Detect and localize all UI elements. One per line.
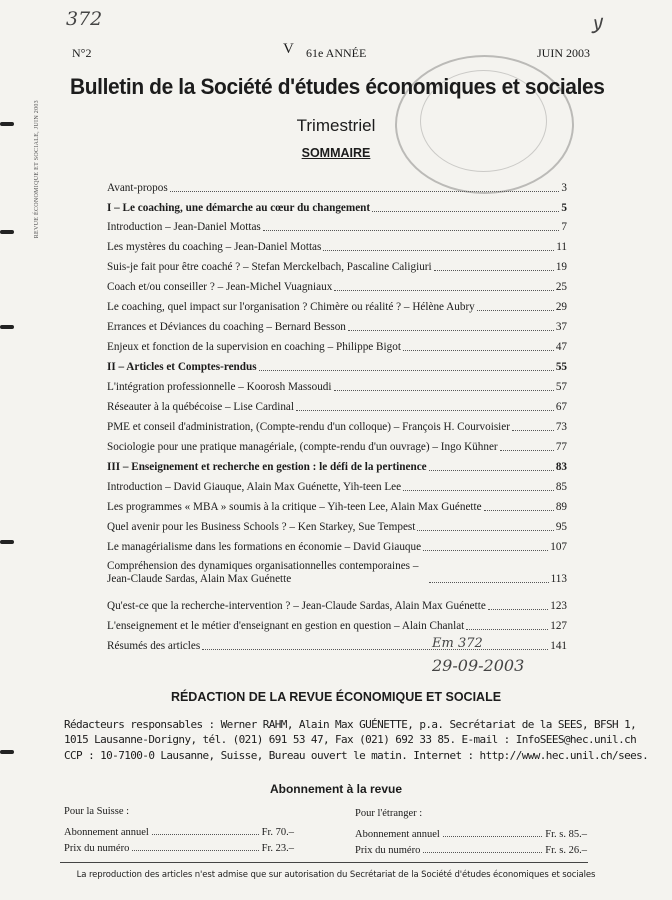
toc-leader <box>434 270 554 271</box>
toc-leader <box>512 430 554 431</box>
price-line <box>355 829 587 840</box>
toc-leader <box>500 450 554 451</box>
redaction-line: CCP : 10-7100-0 Lausanne, Suisse, Bureau ouvert le matin. Internet : http://www.hec.unil.ch/sees. <box>64 748 649 762</box>
price-value: Fr. 23.– <box>261 843 294 854</box>
toc-page: 47 <box>555 341 567 353</box>
toc-title: Avant-propos <box>107 182 168 194</box>
toc-page: 127 <box>550 620 567 632</box>
toc-entry <box>107 261 567 274</box>
toc-title: PME et conseil d'administration, (Compte-rendu d'un colloque) – François H. Courvoisier <box>107 421 510 433</box>
binder-hole <box>0 540 14 544</box>
price-value: Fr. s. 26.– <box>545 845 587 856</box>
toc-leader <box>429 582 549 583</box>
toc-entry <box>107 281 567 294</box>
price-line <box>64 843 294 854</box>
toc-title: Sociologie pour une pratique managériale, (compte-rendu d'un ouvrage) – Ingo Kühner <box>107 441 498 453</box>
toc-entry <box>107 560 567 586</box>
toc-page: 77 <box>555 441 567 453</box>
toc-section <box>107 202 567 215</box>
toc-page: 55 <box>555 361 567 373</box>
toc-leader <box>429 470 554 471</box>
year-label: 61e ANNÉE <box>306 46 367 60</box>
handwritten-stamp-number: Em 372 <box>432 636 483 651</box>
handwritten-arabic: لا <box>590 14 602 38</box>
checkmark: V <box>283 41 294 57</box>
toc-page: 5 <box>561 202 567 214</box>
toc-entry <box>107 321 567 334</box>
toc-title: L'enseignement et le métier d'enseignant en gestion en question – Alain Chanlat <box>107 620 465 632</box>
toc-entry <box>107 521 567 534</box>
toc-page: 7 <box>561 221 567 233</box>
toc-leader <box>170 191 560 192</box>
etranger-label: Pour l'étranger : <box>355 808 423 819</box>
toc-entry <box>107 341 567 354</box>
toc-section <box>107 361 567 374</box>
sommaire-heading: SOMMAIRE <box>301 146 371 160</box>
toc-entry <box>107 421 567 434</box>
binder-hole <box>0 230 14 234</box>
toc-leader <box>202 649 548 650</box>
toc-title: Le managérialisme dans les formations en économie – David Giauque <box>107 541 422 553</box>
toc-leader <box>477 310 554 311</box>
toc-title: Coach et/ou conseiller ? – Jean-Michel Vuagniaux <box>107 281 333 293</box>
toc-page: 113 <box>550 573 567 585</box>
side-journal-label: REVUE ÉCONOMIQUE ET SOCIALE, JUIN 2003 <box>34 100 40 239</box>
toc-page: 19 <box>555 261 567 273</box>
toc-leader <box>296 410 554 411</box>
toc-title: Introduction – Jean-Daniel Mottas <box>107 221 261 233</box>
toc-page: 123 <box>550 600 567 612</box>
subtitle: Trimestriel <box>296 116 376 135</box>
toc-title: Errances et Déviances du coaching – Bernard Besson <box>107 321 346 333</box>
toc-entry <box>107 441 567 454</box>
toc-page: 89 <box>555 501 567 513</box>
redaction-heading: RÉDACTION DE LA REVUE ÉCONOMIQUE ET SOCIALE <box>170 690 502 704</box>
toc-leader <box>263 230 560 231</box>
redaction-line: Rédacteurs responsables : Werner RAHM, Alain Max GUÉNETTE, p.a. Secrétariat de la SEES, BFSH 1, <box>64 718 637 731</box>
toc-leader <box>403 490 554 491</box>
toc-leader <box>259 370 554 371</box>
toc-entry <box>107 600 567 613</box>
footer-notice: La reproduction des articles n'est admise que sur autorisation du Secrétariat de la Société d'études économiques et sociales <box>76 870 596 880</box>
toc-title: L'intégration professionnelle – Koorosh Massoudi <box>107 381 332 393</box>
toc-entry <box>107 501 567 514</box>
price-line <box>355 845 587 856</box>
toc-title: Les programmes « MBA » soumis à la critique – Yih-teen Lee, Alain Max Guénette <box>107 501 482 513</box>
toc-leader <box>323 250 554 251</box>
toc-entry <box>107 182 567 195</box>
binder-hole <box>0 325 14 329</box>
toc-entry <box>107 481 567 494</box>
pricing-suisse <box>64 806 294 859</box>
price-line <box>64 827 294 838</box>
toc-leader <box>488 609 548 610</box>
toc-title: Le coaching, quel impact sur l'organisation ? Chimère ou réalité ? – Hélène Aubry <box>107 301 475 313</box>
toc-title: III – Enseignement et recherche en gestion : le défi de la pertinence <box>107 461 427 473</box>
toc-page: 85 <box>555 481 567 493</box>
handwritten-date: 29-09-2003 <box>432 656 525 675</box>
toc-leader <box>417 530 553 531</box>
toc-leader <box>348 330 554 331</box>
toc-page: 95 <box>555 521 567 533</box>
toc-entry <box>107 401 567 414</box>
price-item: Abonnement annuel <box>64 827 149 838</box>
issue-date: JUIN 2003 <box>537 46 590 60</box>
toc-entry <box>107 241 567 254</box>
toc-title: Quel avenir pour les Business Schools ? – Ken Starkey, Sue Tempest <box>107 521 416 533</box>
pricing-etranger <box>355 808 587 861</box>
toc-title: Résumés des articles <box>107 640 201 652</box>
toc-leader <box>334 390 554 391</box>
toc-title: Compréhension des dynamiques organisationnelles contemporaines – Jean-Claude Sardas, Alain Max Guénette <box>107 560 419 585</box>
toc-entry <box>107 381 567 394</box>
price-value: Fr. s. 85.– <box>545 829 587 840</box>
toc-page: 3 <box>561 182 567 194</box>
redaction-info <box>64 717 649 763</box>
handwritten-number: 372 <box>66 8 103 30</box>
toc-title: Suis-je fait pour être coaché ? – Stefan Merckelbach, Pascaline Caligiuri <box>107 261 432 273</box>
toc-title: I – Le coaching, une démarche au cœur du changement <box>107 202 371 214</box>
toc-leader <box>484 510 554 511</box>
toc-title: Réseauter à la québécoise – Lise Cardinal <box>107 401 295 413</box>
toc-entry <box>107 640 567 653</box>
toc-page: 37 <box>555 321 567 333</box>
toc-leader <box>334 290 554 291</box>
toc-leader <box>466 629 548 630</box>
toc-entry <box>107 541 567 554</box>
issue-number: N°2 <box>72 46 92 60</box>
toc-section <box>107 461 567 474</box>
toc-page: 25 <box>555 281 567 293</box>
binder-hole <box>0 750 14 754</box>
suisse-label: Pour la Suisse : <box>64 806 130 817</box>
toc-page: 67 <box>555 401 567 413</box>
footer-divider <box>60 862 588 863</box>
toc-page: 141 <box>550 640 567 652</box>
bulletin-title: Bulletin de la Société d'études économiques et sociales <box>70 74 605 99</box>
toc-leader <box>372 211 559 212</box>
toc-page: 29 <box>555 301 567 313</box>
price-item: Abonnement annuel <box>355 829 440 840</box>
toc-entry <box>107 221 567 234</box>
toc-leader <box>403 350 554 351</box>
toc-page: 11 <box>556 241 567 253</box>
toc-title: Les mystères du coaching – Jean-Daniel Mottas <box>107 241 322 253</box>
redaction-line: 1015 Lausanne-Dorigny, tél. (021) 691 53 47, Fax (021) 692 33 85. E-mail : InfoSEES@hec.unil.ch <box>64 733 637 747</box>
toc-page: 107 <box>550 541 567 553</box>
toc-page: 73 <box>555 421 567 433</box>
toc-title: Enjeux et fonction de la supervision en coaching – Philippe Bigot <box>107 341 401 353</box>
toc-entry <box>107 620 567 633</box>
toc-page: 83 <box>555 461 567 473</box>
toc-title: II – Articles et Comptes-rendus <box>107 361 257 373</box>
price-item: Prix du numéro <box>64 843 130 854</box>
toc-page: 57 <box>555 381 567 393</box>
toc-title: Introduction – David Giauque, Alain Max Guénette, Yih-teen Lee <box>107 481 402 493</box>
price-item: Prix du numéro <box>355 845 421 856</box>
toc-title: Qu'est-ce que la recherche-intervention ? – Jean-Claude Sardas, Alain Max Guénette <box>107 600 486 612</box>
toc-entry <box>107 301 567 314</box>
toc-leader <box>423 550 548 551</box>
abonnement-heading: Abonnement à la revue <box>269 782 403 796</box>
price-value: Fr. 70.– <box>261 827 294 838</box>
